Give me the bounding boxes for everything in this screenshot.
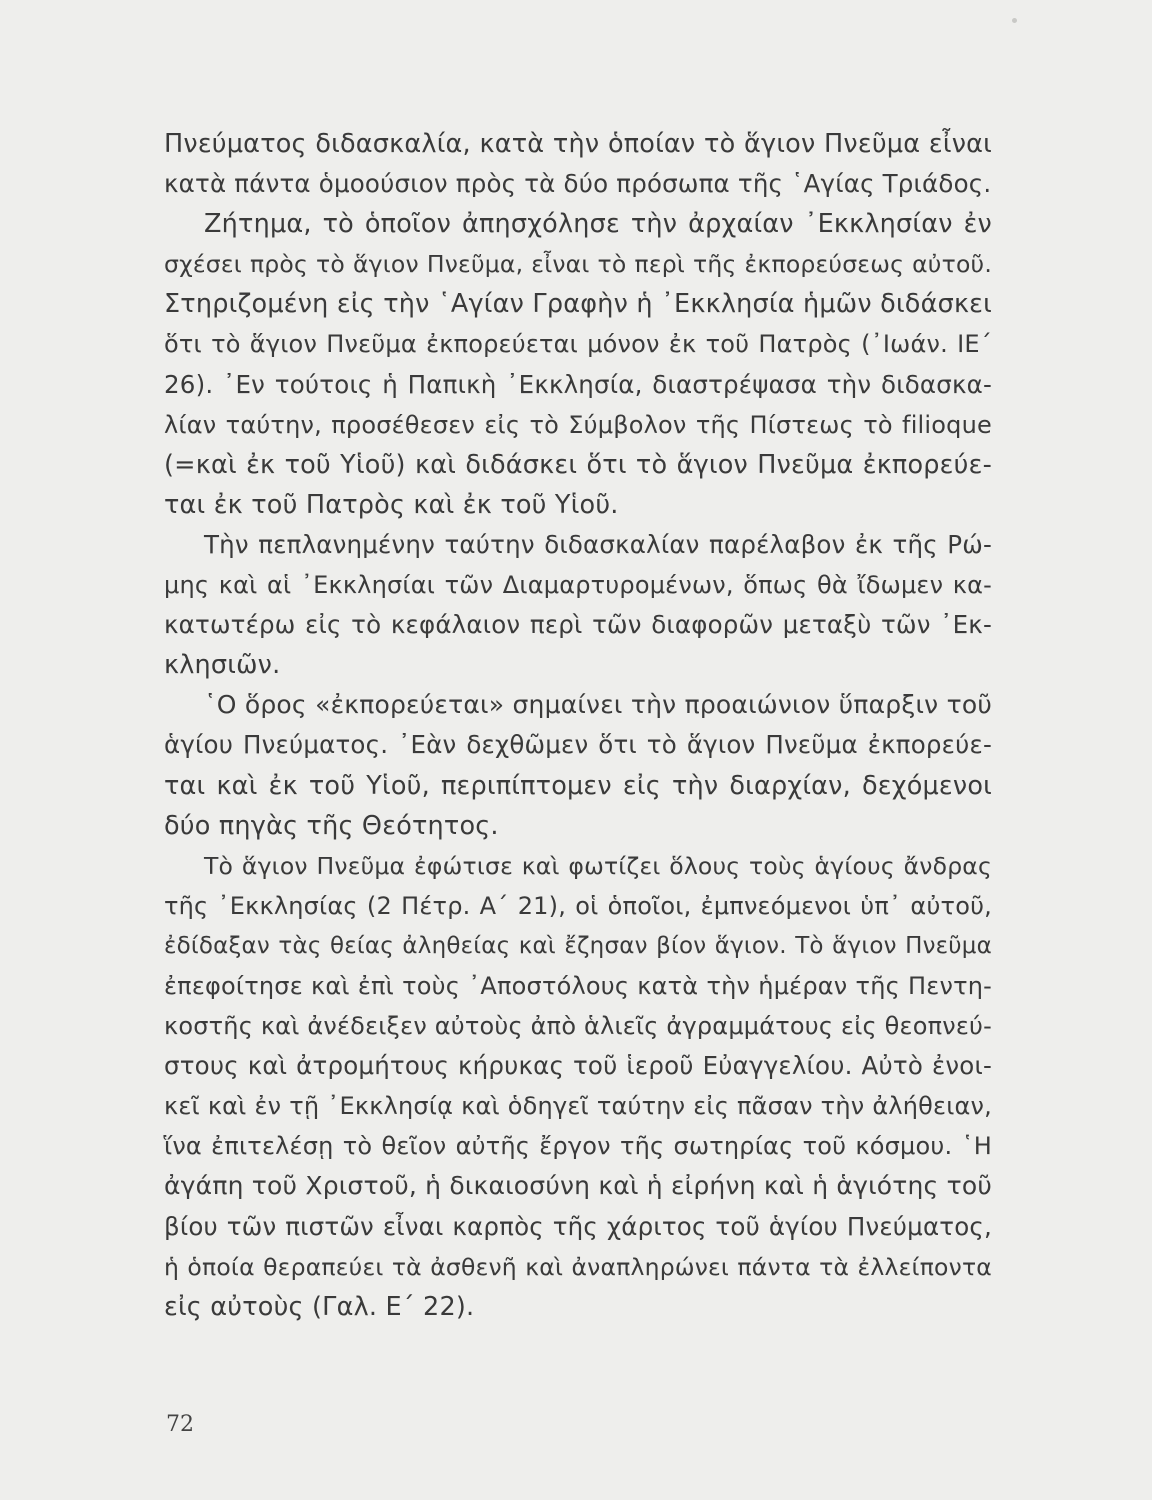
page-number: 72 [166,1412,194,1437]
text-line: ἡ ὁποία θεραπεύει τὰ ἀσθενῆ καὶ ἀναπληρώνει πάντα τὰ ἐλλείποντα [164,1252,992,1281]
text-line: ἁγίου Πνεύματος. ᾿Εὰν δεχθῶμεν ὅτι τὸ ἅγιον Πνεῦμα ἐκπορεύε- [164,730,992,760]
text-line: ἐπεφοίτησε καὶ ἐπὶ τοὺς ᾿Αποστόλους κατὰ τὴν ἡμέραν τῆς Πεντη- [164,971,992,1000]
paper-speck [1012,18,1017,23]
text-line: ὅτι τὸ ἅγιον Πνεῦμα ἐκπορεύεται μόνον ἐκ τοῦ Πατρὸς (᾿Ιωάν. ΙΕ΄ [164,330,992,359]
text-line: βίου τῶν πιστῶν εἶναι καρπὸς τῆς χάριτος τοῦ ἁγίου Πνεύματος, [164,1211,992,1241]
text-line: τῆς ᾿Εκκλησίας (2 Πέτρ. Α΄ 21), οἱ ὁποῖοι, ἐμπνεόμενοι ὑπ᾿ αὐτοῦ, [164,891,992,920]
text-line: ῾Ο ὅρος «ἐκπορεύεται» σημαίνει τὴν προαιώνιον ὕπαρξιν τοῦ [204,690,992,720]
text-line: Πνεύματος διδασκαλία, κατὰ τὴν ὁποίαν τὸ ἅγιον Πνεῦμα εἶναι [164,129,992,159]
text-line: κοστῆς καὶ ἀνέδειξεν αὐτοὺς ἀπὸ ἁλιεῖς ἀγραμμάτους εἰς θεοπνεύ- [164,1012,992,1041]
text-line: 26). ᾿Εν τούτοις ἡ Παπικὴ ᾿Εκκλησία, διαστρέψασα τὴν διδασκα- [164,369,992,399]
text-line: ἵνα ἐπιτελέσῃ τὸ θεῖον αὐτῆς ἔργον τῆς σωτηρίας τοῦ κόσμου. ῾Η [164,1132,992,1161]
text-line: Στηριζομένη εἰς τὴν ῾Αγίαν Γραφὴν ἡ ᾿Εκκλησία ἡμῶν διδάσκει [164,289,992,320]
text-line: ται καὶ ἐκ τοῦ Υἱοῦ, περιπίπτομεν εἰς τὴν διαρχίαν, δεχόμενοι [164,770,992,801]
text-line: κεῖ καὶ ἐν τῇ ᾿Εκκλησίᾳ καὶ ὁδηγεῖ ταύτην εἰς πᾶσαν τὴν ἀλήθειαν, [164,1092,992,1121]
text-line: ἀγάπη τοῦ Χριστοῦ, ἡ δικαιοσύνη καὶ ἡ εἰρήνη καὶ ἡ ἁγιότης τοῦ [164,1171,992,1201]
text-line: κλησιῶν. [164,650,281,681]
text-line: (=καὶ ἐκ τοῦ Υἱοῦ) καὶ διδάσκει ὅτι τὸ ἅγιον Πνεῦμα ἐκπορεύε- [164,449,992,480]
text-line: ται ἐκ τοῦ Πατρὸς καὶ ἐκ τοῦ Υἱοῦ. [164,489,619,520]
text-line: στους καὶ ἀτρομήτους κήρυκας τοῦ ἱεροῦ Εὐαγγελίου. Αὐτὸ ἐνοι- [164,1051,992,1081]
text-line: Τὴν πεπλανημένην ταύτην διδασκαλίαν παρέλαβον ἐκ τῆς Ρώ- [204,529,992,559]
text-line: κατὰ πάντα ὁμοούσιον πρὸς τὰ δύο πρόσωπα τῆς ῾Αγίας Τριάδος. [164,169,992,199]
text-line: λίαν ταύτην, προσέθεσεν εἰς τὸ Σύμβολον τῆς Πίστεως τὸ filioque [164,410,992,439]
text-line: σχέσει πρὸς τὸ ἅγιον Πνεῦμα, εἶναι τὸ περὶ τῆς ἐκπορεύσεως αὐτοῦ. [164,250,992,279]
text-line: Τὸ ἅγιον Πνεῦμα ἐφώτισε καὶ φωτίζει ὅλους τοὺς ἁγίους ἄνδρας [204,851,992,880]
text-line: μης καὶ αἱ ᾿Εκκλησίαι τῶν Διαμαρτυρομένων, ὅπως θὰ ἴδωμεν κα- [164,571,992,600]
text-line: κατωτέρω εἰς τὸ κεφάλαιον περὶ τῶν διαφορῶν μεταξὺ τῶν ᾿Εκ- [164,610,992,640]
body-text [164,124,992,1327]
text-line: δύο πηγὰς τῆς Θεότητος. [164,810,499,841]
text-line: Ζήτημα, τὸ ὁποῖον ἀπησχόλησε τὴν ἀρχαίαν ᾿Εκκλησίαν ἐν [204,209,992,240]
text-line: εἰς αὐτοὺς (Γαλ. Ε΄ 22). [164,1291,475,1322]
text-line: ἐδίδαξαν τὰς θείας ἀληθείας καὶ ἔζησαν βίον ἅγιον. Τὸ ἅγιον Πνεῦμα [164,932,992,959]
